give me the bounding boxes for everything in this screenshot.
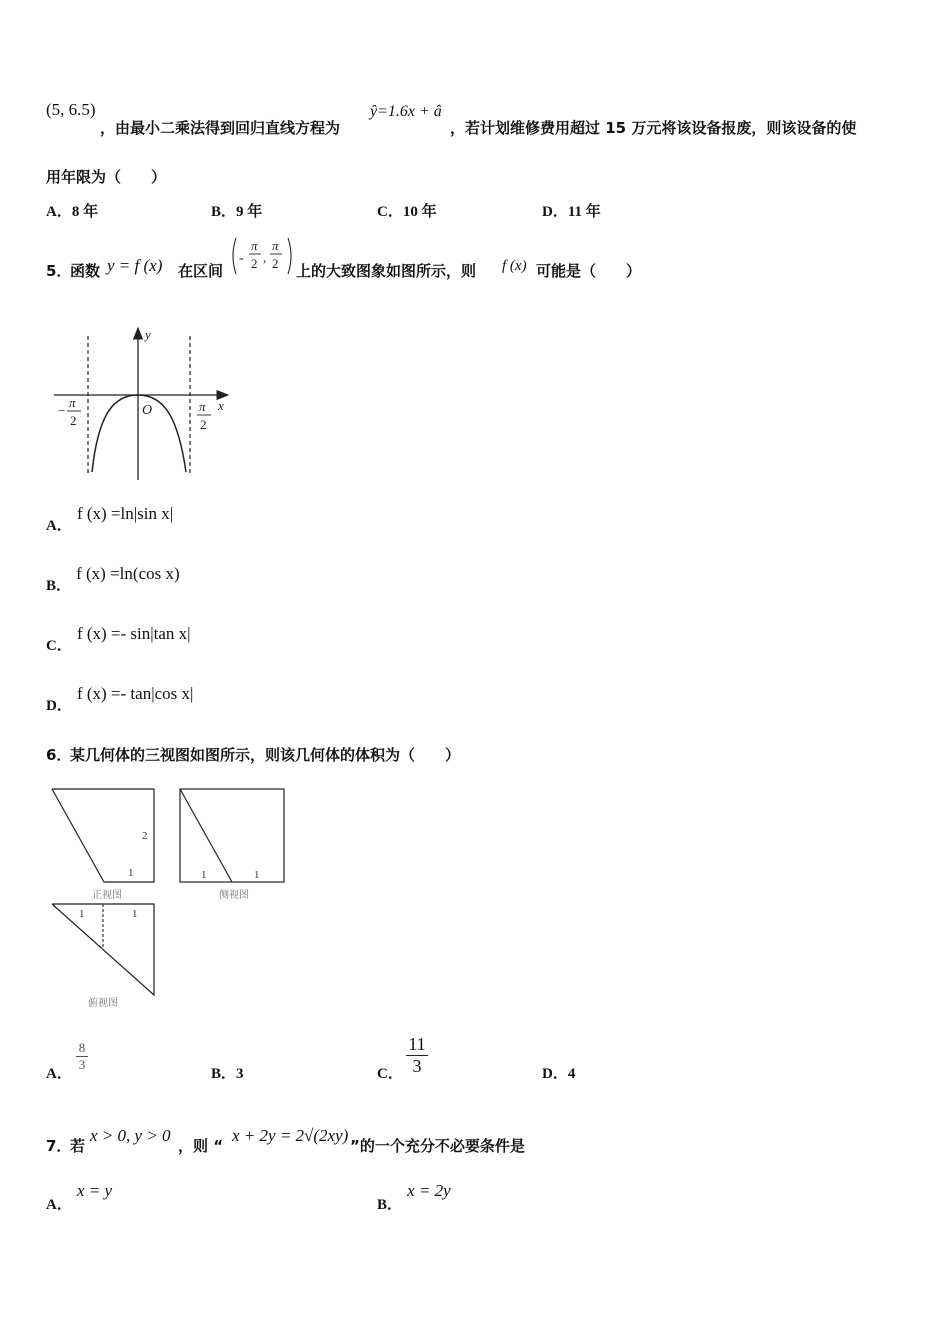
front-view <box>52 789 154 901</box>
svg-text:2: 2 <box>272 256 279 271</box>
side-label: 侧视图 <box>219 890 249 901</box>
q5-text4: 可能是（ ） <box>536 262 642 280</box>
option-text: 4 <box>567 1066 576 1082</box>
front-dim-base: 1 <box>128 867 134 879</box>
curve <box>92 395 186 472</box>
q5-option-b[interactable] <box>46 563 180 594</box>
q5-number: 5． <box>46 262 72 280</box>
q5-fx: f (x) <box>502 258 527 274</box>
y-label: y <box>145 327 151 342</box>
option-text: x = 2y <box>407 1181 451 1200</box>
option-letter: A． <box>46 204 72 220</box>
q4-equation: ŷ=1.6x + â <box>370 103 442 120</box>
side-dim-right: 1 <box>254 869 260 881</box>
q5-option-d[interactable] <box>46 683 194 714</box>
q5-func: y = f (x) <box>107 256 163 275</box>
q6-number: 6． <box>46 746 72 764</box>
interval-graphic <box>230 236 294 276</box>
q5-text3: 上的大致图象如图所示，则 <box>296 262 477 280</box>
option-letter: A． <box>46 518 72 534</box>
q6-option-c-fraction <box>406 1034 428 1077</box>
q6-three-views <box>46 782 296 1014</box>
q7-option-a[interactable] <box>46 1180 112 1213</box>
fraction-numerator: 11 <box>408 1034 426 1054</box>
q4-text1: ，由最小二乘法得到回归直线方程为 <box>100 119 341 137</box>
left-sign: − <box>58 403 66 418</box>
right-label-den: 2 <box>200 417 207 432</box>
option-letter: A． <box>46 1197 72 1213</box>
q7-text1: 若 <box>70 1137 86 1155</box>
q6-option-a-fraction <box>76 1040 88 1073</box>
svg-text:π: π <box>272 238 279 253</box>
q6-option-c-letter[interactable]: C． <box>377 1066 403 1082</box>
x-label: x <box>218 398 224 413</box>
top-dim-right: 1 <box>132 908 138 920</box>
q4-option-b[interactable] <box>211 200 262 221</box>
top-view <box>52 904 154 1009</box>
q7-eq: x + 2y = 2√(2xy) <box>232 1126 349 1145</box>
q4-option-c[interactable] <box>377 200 437 221</box>
front-label: 正视图 <box>92 890 122 901</box>
fraction-numerator: 8 <box>78 1040 86 1055</box>
svg-text:,: , <box>263 250 267 265</box>
option-letter: D． <box>542 1066 568 1082</box>
q4-option-d[interactable] <box>542 200 601 221</box>
option-text: f (x) =- tan|cos x| <box>76 684 194 703</box>
q5-text1: 函数 <box>70 262 101 280</box>
option-letter: B． <box>211 1066 237 1082</box>
option-letter: B． <box>377 1197 403 1213</box>
q4-text2: ，若计划维修费用超过 15 万元将该设备报废，则该设备的使 <box>450 119 857 137</box>
option-text: x = y <box>76 1181 112 1200</box>
option-text: f (x) =ln|sin x| <box>76 504 174 523</box>
q7-number: 7． <box>46 1137 72 1155</box>
option-text: 8 年 <box>71 204 99 220</box>
option-text: 3 <box>236 1066 244 1082</box>
option-text: 9 年 <box>236 204 263 220</box>
q6-option-b[interactable] <box>211 1062 244 1083</box>
q5-text2: 在区间 <box>178 262 224 280</box>
fraction-denominator: 3 <box>406 1055 428 1077</box>
option-letter: B． <box>211 204 237 220</box>
q6-text: 某几何体的三视图如图所示，则该几何体的体积为（ ） <box>70 746 461 764</box>
q7-cond: x > 0, y > 0 <box>90 1126 171 1145</box>
option-letter: D． <box>542 204 568 220</box>
option-text: f (x) =ln(cos x) <box>76 564 180 583</box>
q5-interval <box>230 236 294 280</box>
q7-option-b[interactable] <box>377 1180 451 1213</box>
side-view <box>180 789 284 901</box>
svg-text:2: 2 <box>251 256 258 271</box>
option-text: f (x) =- sin|tan x| <box>76 624 191 643</box>
q4-point: (5, 6.5) <box>46 100 96 119</box>
q4-option-a[interactable] <box>46 200 98 221</box>
q4-text3: 用年限为（ ） <box>46 168 167 186</box>
svg-text:π: π <box>251 238 258 253</box>
left-label-den: 2 <box>70 413 77 428</box>
q6-option-d[interactable] <box>542 1062 575 1083</box>
q5-function-graph <box>50 322 240 487</box>
option-letter: C． <box>46 638 72 654</box>
top-label: 俯视图 <box>88 998 118 1009</box>
option-letter: D． <box>46 698 72 714</box>
q7-text2: ，则 “ <box>178 1137 224 1155</box>
left-label-num: π <box>69 395 76 410</box>
q5-option-a[interactable] <box>46 503 174 534</box>
right-label-num: π <box>199 399 206 414</box>
front-dim-height: 2 <box>142 830 148 842</box>
fraction-denominator: 3 <box>76 1056 88 1073</box>
option-letter: B． <box>46 578 72 594</box>
top-dim-left: 1 <box>79 908 85 920</box>
q5-option-c[interactable] <box>46 623 191 654</box>
svg-text:-: - <box>239 251 244 266</box>
option-text: 11 年 <box>567 204 601 220</box>
origin-label: O <box>142 403 153 418</box>
side-dim-left: 1 <box>201 869 207 881</box>
option-letter: C． <box>377 204 403 220</box>
option-text: 10 年 <box>402 204 437 220</box>
q7-text3: ”的一个充分不必要条件是 <box>350 1137 525 1155</box>
q6-option-a-letter[interactable]: A． <box>46 1066 72 1082</box>
